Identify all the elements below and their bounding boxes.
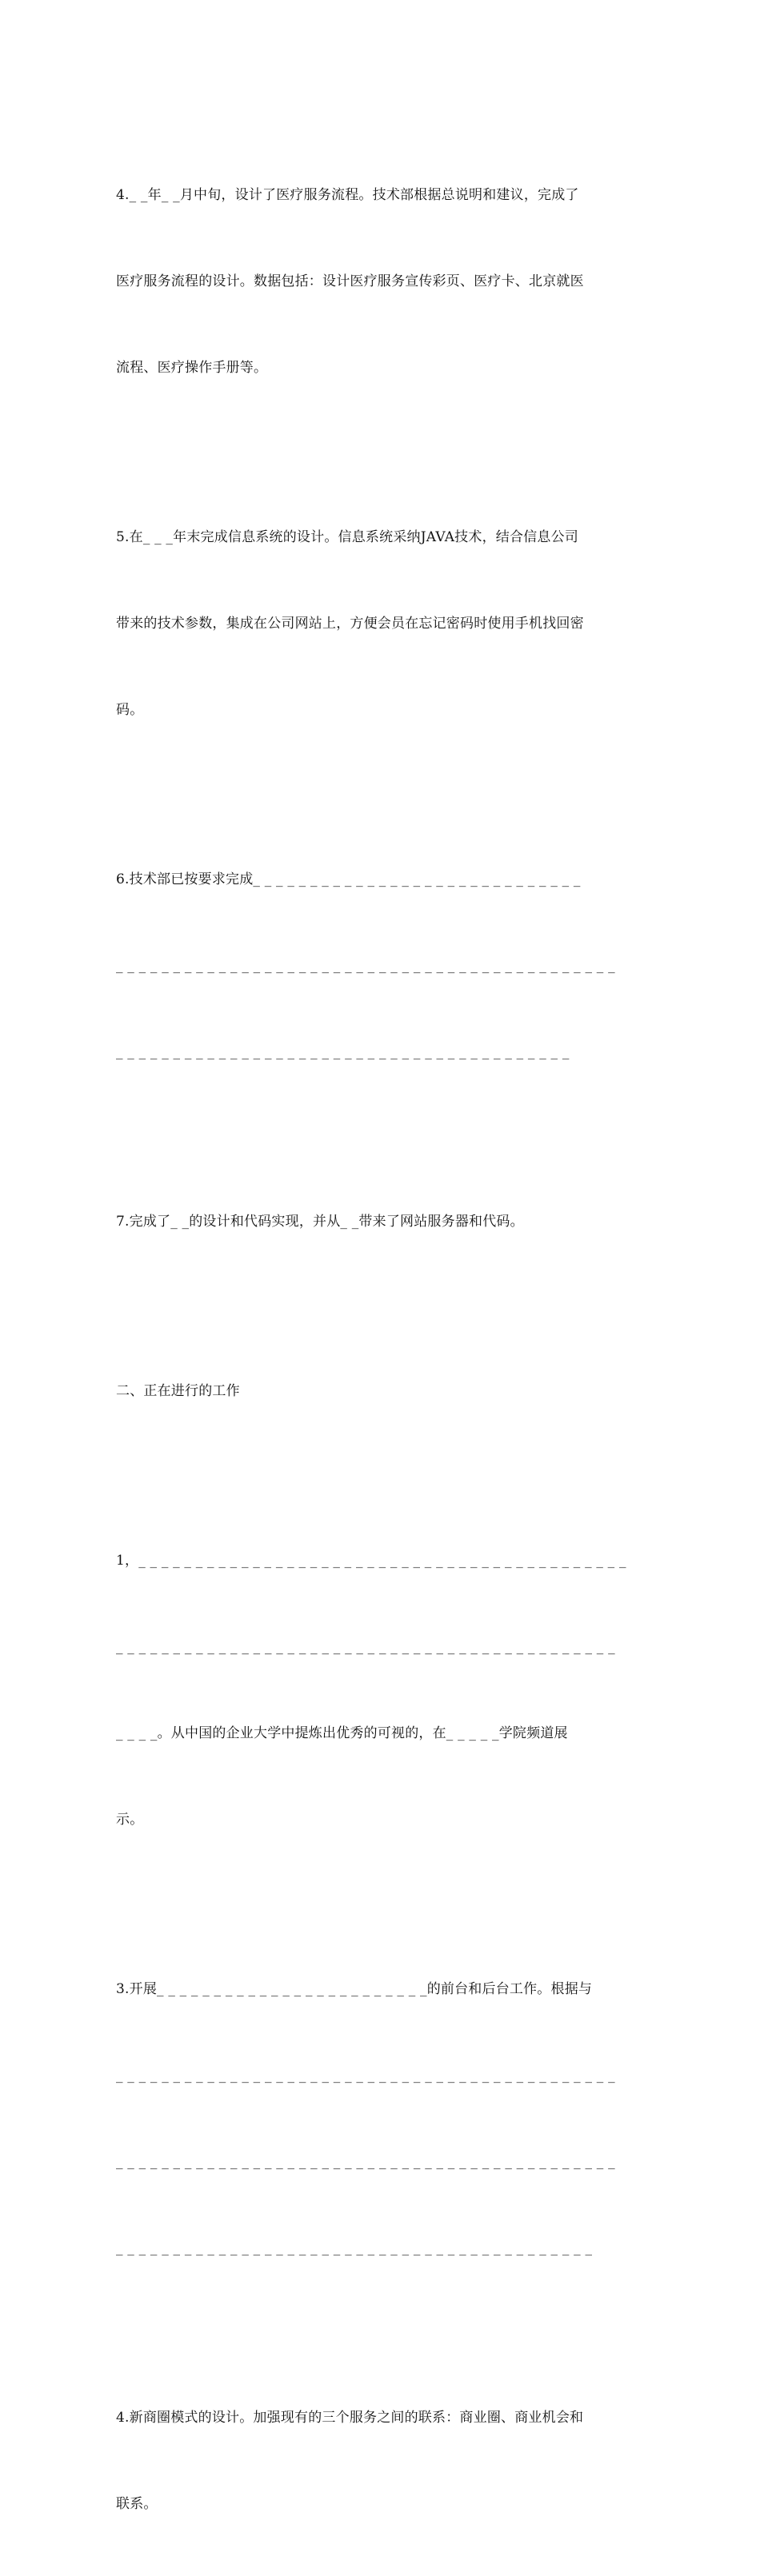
text-line: 3.开展_ _ _ _ _ _ _ _ _ _ _ _ _ _ _ _ _ _ _ _ _ _ _ _的前台和后台工作。根据与 bbox=[116, 1981, 593, 1997]
paragraph-gap bbox=[116, 1463, 648, 1489]
paragraph-gap bbox=[116, 1892, 648, 1917]
text-line: _ _ _ _ _ _ _ _ _ _ _ _ _ _ _ _ _ _ _ _ _ _ _ _ _ _ _ _ _ _ _ _ _ _ _ _ _ _ _ _ _ _ _ _ bbox=[116, 958, 615, 974]
text-line: 7.完成了_ _的设计和代码实现，并从_ _带来了网站服务器和代码。 bbox=[116, 1214, 524, 1230]
text-line: 5.在_ _ _年末完成信息系统的设计。信息系统采纳JAVA技术，结合信息公司 bbox=[116, 529, 578, 545]
paragraph-gap bbox=[116, 782, 648, 807]
text-line: _ _ _ _。从中国的企业大学中提炼出优秀的可视的，在_ _ _ _ _学院频道展 bbox=[116, 1725, 568, 1741]
section-heading-text: 二、正在进行的工作 bbox=[116, 1383, 240, 1399]
paragraph-ongoing-item-1 bbox=[116, 1489, 648, 1892]
paragraph-item-5-info-system bbox=[116, 465, 648, 782]
paragraph-ongoing-item-3 bbox=[116, 1917, 648, 2320]
paragraph-gap bbox=[116, 440, 648, 465]
paragraph-gap bbox=[116, 2320, 648, 2346]
paragraph-item-7-code bbox=[116, 1150, 648, 1294]
text-line: 码。 bbox=[116, 702, 144, 718]
text-line: 4.新商圈模式的设计。加强现有的三个服务之间的联系：商业圈、商业机会和 bbox=[116, 2410, 584, 2426]
text-line: 流程、医疗操作手册等。 bbox=[116, 360, 268, 376]
paragraph-ongoing-item-4 bbox=[116, 2346, 648, 2576]
text-line: 联系。 bbox=[116, 2496, 158, 2512]
text-line: _ _ _ _ _ _ _ _ _ _ _ _ _ _ _ _ _ _ _ _ _ _ _ _ _ _ _ _ _ _ _ _ _ _ _ _ _ _ _ _ _ _ _ _ bbox=[116, 1639, 615, 1655]
text-line: 医疗服务流程的设计。数据包括：设计医疗服务宣传彩页、医疗卡、北京就医 bbox=[116, 273, 584, 289]
text-line: _ _ _ _ _ _ _ _ _ _ _ _ _ _ _ _ _ _ _ _ _ _ _ _ _ _ _ _ _ _ _ _ _ _ _ _ _ _ _ _ _ _ _ _ bbox=[116, 2068, 615, 2084]
paragraph-item-6-tech-dept bbox=[116, 807, 648, 1124]
paragraph-gap bbox=[116, 1294, 648, 1319]
section-heading-ongoing-work bbox=[116, 1319, 648, 1463]
text-line: 4._ _年_ _月中旬，设计了医疗服务流程。技术部根据总说明和建议，完成了 bbox=[116, 187, 579, 203]
document-body bbox=[116, 123, 648, 2576]
paragraph-item-4-medical-service bbox=[116, 123, 648, 440]
text-line: _ _ _ _ _ _ _ _ _ _ _ _ _ _ _ _ _ _ _ _ _ _ _ _ _ _ _ _ _ _ _ _ _ _ _ _ _ _ _ _ _ _ _ _ bbox=[116, 2154, 615, 2170]
text-line: 1，_ _ _ _ _ _ _ _ _ _ _ _ _ _ _ _ _ _ _ _ _ _ _ _ _ _ _ _ _ _ _ _ _ _ _ _ _ _ _ _ _ _ _ bbox=[116, 1553, 626, 1569]
paragraph-gap bbox=[116, 1124, 648, 1150]
text-line: 示。 bbox=[116, 1812, 144, 1828]
text-line: 带来的技术参数，集成在公司网站上，方便会员在忘记密码时使用手机找回密 bbox=[116, 616, 584, 632]
text-line: 6.技术部已按要求完成_ _ _ _ _ _ _ _ _ _ _ _ _ _ _ _ _ _ _ _ _ _ _ _ _ _ _ _ _ bbox=[116, 871, 581, 887]
text-line: _ _ _ _ _ _ _ _ _ _ _ _ _ _ _ _ _ _ _ _ _ _ _ _ _ _ _ _ _ _ _ _ _ _ _ _ _ _ _ _ bbox=[116, 1044, 570, 1060]
text-line: _ _ _ _ _ _ _ _ _ _ _ _ _ _ _ _ _ _ _ _ _ _ _ _ _ _ _ _ _ _ _ _ _ _ _ _ _ _ _ _ _ _ bbox=[116, 2240, 593, 2256]
